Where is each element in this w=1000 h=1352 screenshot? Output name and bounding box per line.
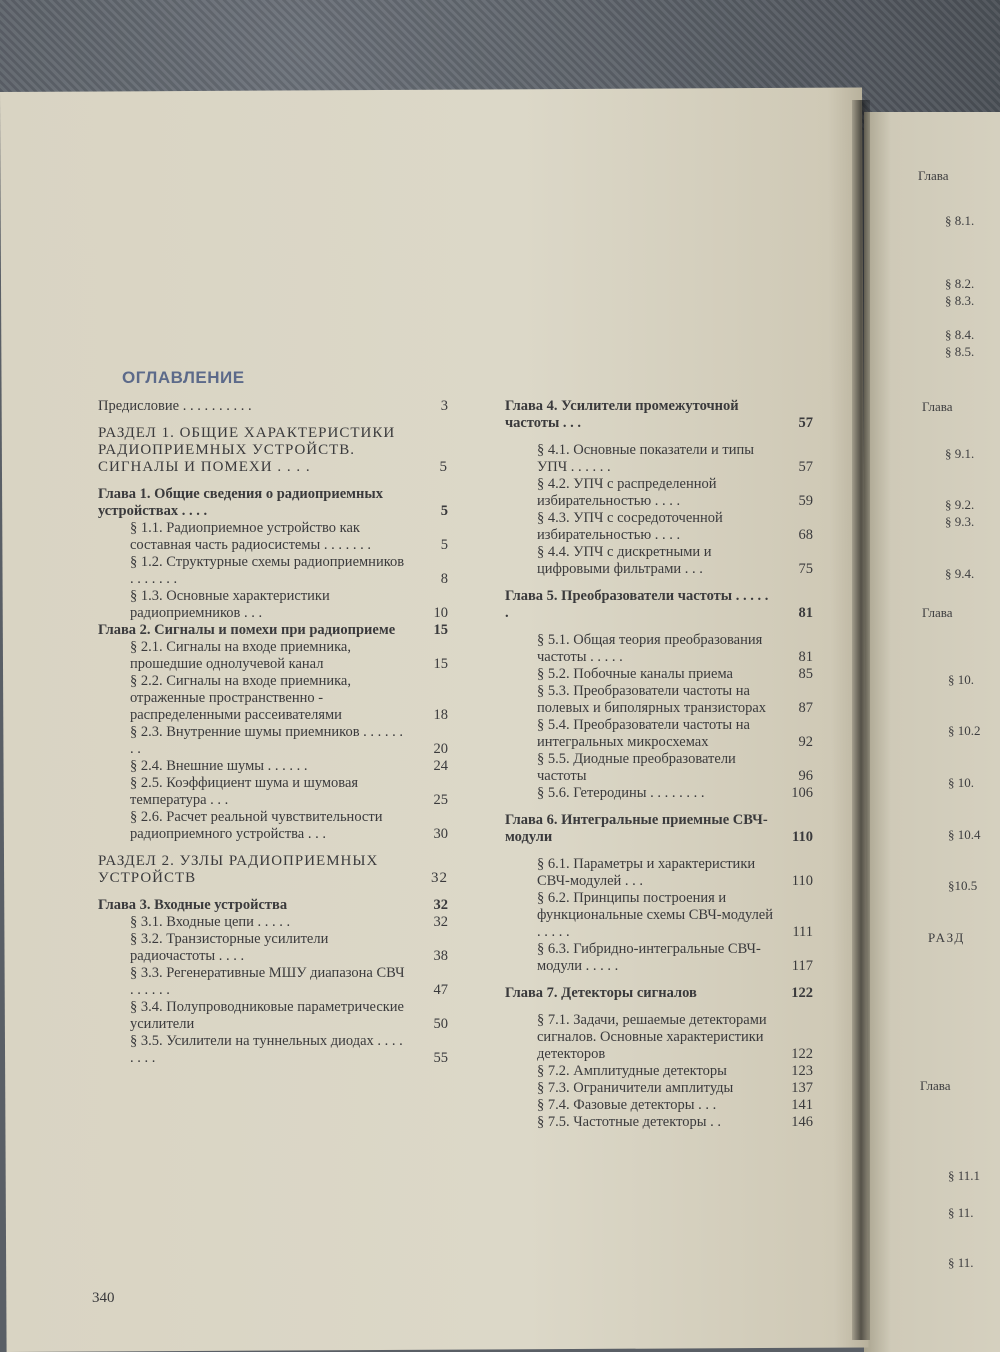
chapter-entry: Глава 7. Детекторы сигналов 122 [505, 985, 813, 1001]
toc-heading: ОГЛАВЛЕНИЕ [122, 368, 245, 387]
paragraph-entry: § 2.4. Внешние шумы . . . . . . 24 [130, 758, 448, 774]
paragraph-entry: § 3.1. Входные цепи . . . . . 32 [130, 914, 448, 930]
paragraph-entry: § 3.5. Усилители на туннельных диодах . . . . . . . . 55 [130, 1033, 448, 1066]
paragraph-entry: § 5.4. Преобразователи частоты на интегральных микросхемах 92 [537, 717, 813, 750]
right-page-fragment: §10.5 [948, 878, 978, 893]
right-page-fragment: РАЗД [928, 930, 966, 945]
right-page-fragment: Глава [922, 399, 953, 414]
paragraph-entry: § 7.5. Частотные детекторы . . 146 [537, 1114, 813, 1130]
chapter-entry: Глава 3. Входные устройства 32 [98, 897, 448, 913]
paragraph-entry: § 6.2. Принципы построения и функциональные схемы СВЧ-модулей . . . . . 111 [537, 890, 813, 940]
right-page-fragment: § 8.1. [945, 213, 975, 228]
paragraph-entry: § 5.2. Побочные каналы приема 85 [537, 666, 813, 682]
paragraph-entry: § 7.4. Фазовые детекторы . . . 141 [537, 1097, 813, 1113]
right-page-fragment: § 8.2. [945, 276, 975, 291]
paragraph-entry: § 5.3. Преобразователи частоты на полевых и биполярных транзисторах 87 [537, 683, 813, 716]
chapter-entry: Глава 6. Интегральные приемные СВЧ-модули 110 [505, 812, 813, 845]
right-page-fragment: § 9.1. [945, 446, 975, 461]
right-page-fragment: § 8.3. [945, 293, 975, 308]
paragraph-entry: § 2.6. Расчет реальной чувствительности радиоприемного устройства . . . 30 [130, 809, 448, 842]
paragraph-entry: § 1.3. Основные характеристики радиоприемников . . . 10 [130, 588, 448, 621]
right-page-fragment: § 10.2 [948, 723, 981, 738]
paragraph-entry: § 3.2. Транзисторные усилители радиочастоты . . . . 38 [130, 931, 448, 964]
paragraph-entry: § 5.1. Общая теория преобразования частоты . . . . . 81 [537, 632, 813, 665]
chapter-entry: Глава 4. Усилители промежуточной частоты . . . 57 [505, 398, 813, 431]
paragraph-entry: § 4.1. Основные показатели и типы УПЧ . . . . . . 57 [537, 442, 813, 475]
paragraph-entry: § 4.2. УПЧ с распределенной избирательностью . . . . 59 [537, 476, 813, 509]
chapter-entry: Глава 2. Сигналы и помехи при радиоприеме 15 [98, 622, 448, 638]
right-page-fragment: Глава [918, 168, 949, 183]
right-page-fragment: § 10. [948, 775, 974, 790]
right-page-fragment: § 10.4 [948, 827, 981, 842]
toc-column-left [98, 398, 448, 1067]
paragraph-entry: § 2.3. Внутренние шумы приемников . . . . . . . . 20 [130, 724, 448, 757]
paragraph-entry: § 1.1. Радиоприемное устройство как составная часть радиосистемы . . . . . . . 5 [130, 520, 448, 553]
toc-entry: Предисловие . . . . . . . . . . 3 [98, 398, 448, 414]
right-page-fragment: § 10. [948, 672, 974, 687]
right-page-fragment: § 8.5. [945, 344, 975, 359]
paragraph-entry: § 7.1. Задачи, решаемые детекторами сигналов. Основные характеристики детекторов 122 [537, 1012, 813, 1062]
paragraph-entry: § 2.2. Сигналы на входе приемника, отраженные пространственно - распределенными рассеивателями 18 [130, 673, 448, 723]
paragraph-entry: § 3.4. Полупроводниковые параметрические усилители 50 [130, 999, 448, 1032]
paragraph-entry: § 1.2. Структурные схемы радиоприемников . . . . . . . 8 [130, 554, 448, 587]
chapter-entry: Глава 1. Общие сведения о радиоприемных устройствах . . . . 5 [98, 486, 448, 519]
page-number: 340 [92, 1290, 115, 1306]
paragraph-entry: § 7.3. Ограничители амплитуды 137 [537, 1080, 813, 1096]
paragraph-entry: § 6.3. Гибридно-интегральные СВЧ-модули . . . . . 117 [537, 941, 813, 974]
section-entry: РАЗДЕЛ 1. ОБЩИЕ ХАРАКТЕРИСТИКИ РАДИОПРИЕМНЫХ УСТРОЙСТВ. СИГНАЛЫ И ПОМЕХИ . . . . 5 [98, 425, 448, 475]
paragraph-entry: § 5.6. Гетеродины . . . . . . . . 106 [537, 785, 813, 801]
chapter-entry: Глава 5. Преобразователи частоты . . . . . . 81 [505, 588, 813, 621]
paragraph-entry: § 2.5. Коэффициент шума и шумовая температура . . . 25 [130, 775, 448, 808]
paragraph-entry: § 4.4. УПЧ с дискретными и цифровыми фильтрами . . . 75 [537, 544, 813, 577]
right-page-fragment: § 11. [948, 1205, 974, 1220]
paragraph-entry: § 4.3. УПЧ с сосредоточенной избирательностью . . . . 68 [537, 510, 813, 543]
paragraph-entry: § 7.2. Амплитудные детекторы 123 [537, 1063, 813, 1079]
paragraph-entry: § 6.1. Параметры и характеристики СВЧ-модулей . . . 110 [537, 856, 813, 889]
paragraph-entry: § 3.3. Регенеративные МШУ диапазона СВЧ . . . . . . 47 [130, 965, 448, 998]
right-page-fragment: § 9.4. [945, 566, 975, 581]
right-page-fragment: § 9.2. [945, 497, 975, 512]
section-entry: РАЗДЕЛ 2. УЗЛЫ РАДИОПРИЕМНЫХ УСТРОЙСТВ 32 [98, 853, 448, 886]
toc-column-right [505, 398, 813, 1131]
right-page-fragment: § 11.1 [948, 1168, 981, 1183]
right-page-fragment: Глава [922, 605, 953, 620]
right-page-fragment: § 11. [948, 1255, 974, 1270]
right-page-fragment: § 8.4. [945, 327, 975, 342]
paragraph-entry: § 5.5. Диодные преобразователи частоты 96 [537, 751, 813, 784]
right-page-fragment: Глава [920, 1078, 951, 1093]
right-page-fragment: § 9.3. [945, 514, 975, 529]
paragraph-entry: § 2.1. Сигналы на входе приемника, прошедшие однолучевой канал 15 [130, 639, 448, 672]
book-gutter [852, 100, 870, 1340]
